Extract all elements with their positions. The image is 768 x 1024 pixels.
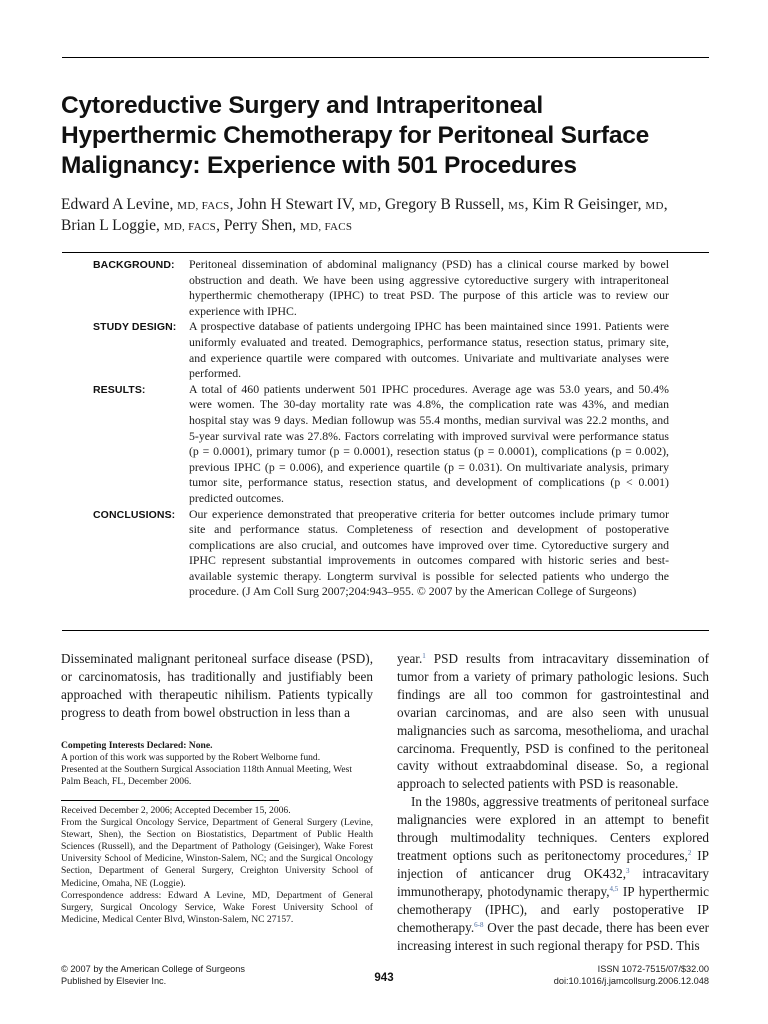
conclusions-label: CONCLUSIONS: bbox=[93, 508, 176, 521]
author-degree: MD, FACS bbox=[300, 221, 353, 233]
title-line: Hyperthermic Chemotherapy for Peritoneal Surface bbox=[61, 122, 650, 149]
author-degree: MD bbox=[358, 200, 378, 212]
footnotes-affiliations bbox=[61, 805, 373, 926]
doi-text: doi:10.1016/j.jamcollsurg.2006.12.048 bbox=[553, 976, 709, 987]
abstract-background bbox=[0, 257, 768, 319]
abstract-top-rule bbox=[62, 252, 709, 253]
received-note: Received December 2, 2006; Accepted December 15, 2006. bbox=[61, 805, 291, 816]
top-rule bbox=[62, 57, 709, 58]
author-degree: MD bbox=[645, 200, 664, 212]
author-name: , Gregory B Russell, bbox=[377, 196, 509, 213]
results-text: A total of 460 patients underwent 501 IPHC procedures. Average age was 53.0 years, and 50.4% were women. The 30-day mortality rate was 4.8%, the complication rate was 43%, and median hospital stay was 9 days. Median followup was 55.4 months, median survival was 22.2 months, and 5-year survival rate was 27.8%. Factors correlating with improved survival were performance status (p = 0.0001), primary tumor (p = 0.0001), resection status (p = 0.0001), complications (p = 0.002), previous IPHC (p = 0.006), and experience quartile (p = 0.031). On multivariate analysis, primary tumor site, performance status, resection status, and development of complications (p < 0.001) predicted outcomes. bbox=[189, 381, 669, 505]
study-design-text: A prospective database of patients undergoing IPHC has been maintained since 1991. Patients were uniformly evaluated and treated. Demographics, performance status, resection status, primary site, and experience quartile were compared with outcomes. Univariate and multivariate analyses were performed. bbox=[189, 319, 669, 381]
citation-ref[interactable]: 4,5 bbox=[609, 884, 619, 893]
author-degree: MD, FACS bbox=[177, 200, 230, 212]
title-line: Cytoreductive Surgery and Intraperitoneal bbox=[61, 92, 543, 119]
citation-ref[interactable]: 3 bbox=[626, 866, 630, 875]
footer-right bbox=[554, 963, 709, 987]
author-line bbox=[61, 216, 711, 237]
author-degree: MD, FACS bbox=[163, 221, 217, 233]
body-paragraph: year.$^1$ PSD results from intracavitary dissemination of tumor from a variety of primary pathologic lesions. Such findings are all too common for gastrointestinal and ovarian carcinomas, and are also seen with unusual malignancies such as sarcoma, mesothelioma, and urachal carcinoma. Frequently, PSD is confined to the peritoneal cavity without extraabdominal disease. So, a regional approach to selected patients with PSD is reasonable. bbox=[397, 651, 709, 792]
author-line bbox=[61, 195, 711, 216]
study-design-label: STUDY DESIGN: bbox=[93, 321, 177, 334]
author-name: , Kim R Geisinger, bbox=[524, 196, 646, 213]
page-number: 943 bbox=[374, 972, 394, 984]
results-label: RESULTS: bbox=[93, 383, 146, 396]
publisher-text: Published by Elsevier Inc. bbox=[61, 976, 167, 987]
affiliations-note: From the Surgical Oncology Service, Department of General Surgery (Levine, Stewart, Shen), the Section on Biostatistics, Department of Public Health Sciences (Russell), and the Department of Pathology (Geisinger), Wake Forest University School of Medicine, Winston-Salem, NC; and the Surgical Oncology Section, Department of General Surgery, Creighton University School of Medicine, Omaha, NE (Loggie). bbox=[61, 817, 373, 889]
body-column-right bbox=[397, 650, 709, 954]
support-note: A portion of this work was supported by the Robert Welborne fund. bbox=[61, 752, 321, 764]
conclusions-text: Our experience demonstrated that preoperative criteria for better outcomes include primary tumor site and performance status. Completeness of resection and development of postoperative complications are also crucial, and outcomes have improved over time. Cytoreductive surgery and IPHC represent substantial improvements in outcomes compared with historic series and best-available systemic therapy. Longterm survival is possible for selected patients who undergo the procedure. (J Am Coll Surg 2007;204:943–955. © 2007 by the American College of Surgeons) bbox=[189, 506, 669, 599]
author-list bbox=[61, 195, 711, 237]
footnote-rule bbox=[61, 800, 279, 801]
author-name: , Perry Shen, bbox=[216, 217, 301, 234]
title-line: Malignancy: Experience with 501 Procedures bbox=[61, 152, 577, 179]
abstract-conclusions bbox=[0, 507, 768, 601]
background-label: BACKGROUND: bbox=[93, 259, 175, 271]
citation-ref[interactable]: 2 bbox=[687, 848, 692, 857]
citation-ref[interactable]: 6-8 bbox=[474, 920, 484, 929]
body-paragraph: In the 1980s, aggressive treatments of peritoneal surface malignancies were explored in an attempt to benefit through multimodality techniques. Centers explored treatment options such as peritonectomy procedures,$^2$ IP injection of anticancer drug OK432,$^3$ intracavitary immunotherapy, photodynamic therapy,$^{4,5}$ IP hyperthermic chemotherapy (IPHC), and early postoperative IP chemotherapy.$^{6-8}$ Over the past decade, there has been ever increasing interest in such regional therapy for PSD. This bbox=[397, 794, 710, 953]
abstract-results bbox=[0, 382, 768, 507]
presented-note: Presented at the Southern Surgical Association 118th Annual Meeting, West Palm Beach, FL, December 2006. bbox=[61, 764, 353, 788]
author-degree: MS bbox=[508, 200, 525, 212]
citation-ref[interactable]: 1 bbox=[422, 652, 426, 660]
author-name: , bbox=[663, 196, 668, 213]
footnotes-funding bbox=[61, 740, 373, 788]
background-text: Peritoneal dissemination of abdominal malignancy (PSD) has a clinical course marked by bowel obstruction and death. We have been using aggressive cytoreductive surgery with intraperitoneal hyperthermic chemotherapy (IPHC) to treat PSD. The purpose of this article was to review our experience with IPHC. bbox=[189, 257, 669, 318]
abstract-study-design bbox=[0, 319, 768, 381]
author-name: , John H Stewart IV, bbox=[229, 196, 359, 213]
body-column-left bbox=[61, 650, 373, 722]
author-name: Edward A Levine, bbox=[61, 196, 178, 213]
issn-text: ISSN 1072-7515/07/$32.00 bbox=[597, 964, 709, 974]
article-title bbox=[61, 91, 711, 181]
copyright-text: © 2007 by the American College of Surgeons bbox=[61, 964, 245, 974]
competing-interests: Competing Interests Declared: None. bbox=[61, 740, 213, 751]
author-name: Brian L Loggie, bbox=[61, 217, 164, 234]
correspondence-note: Correspondence address: Edward A Levine, MD, Department of General Surgery, Surgical Oncology Service, Wake Forest University School of Medicine, Medical Center Blvd, Winston-Salem, NC 27157. bbox=[61, 889, 373, 925]
body-paragraph: Disseminated malignant peritoneal surface disease (PSD), or carcinomatosis, has traditionally and justifiably been approached with therapeutic nihilism. Patients typically progress to death from bowel obstruction in less than a bbox=[61, 651, 373, 720]
abstract-bottom-rule bbox=[62, 630, 709, 631]
abstract bbox=[0, 257, 768, 600]
